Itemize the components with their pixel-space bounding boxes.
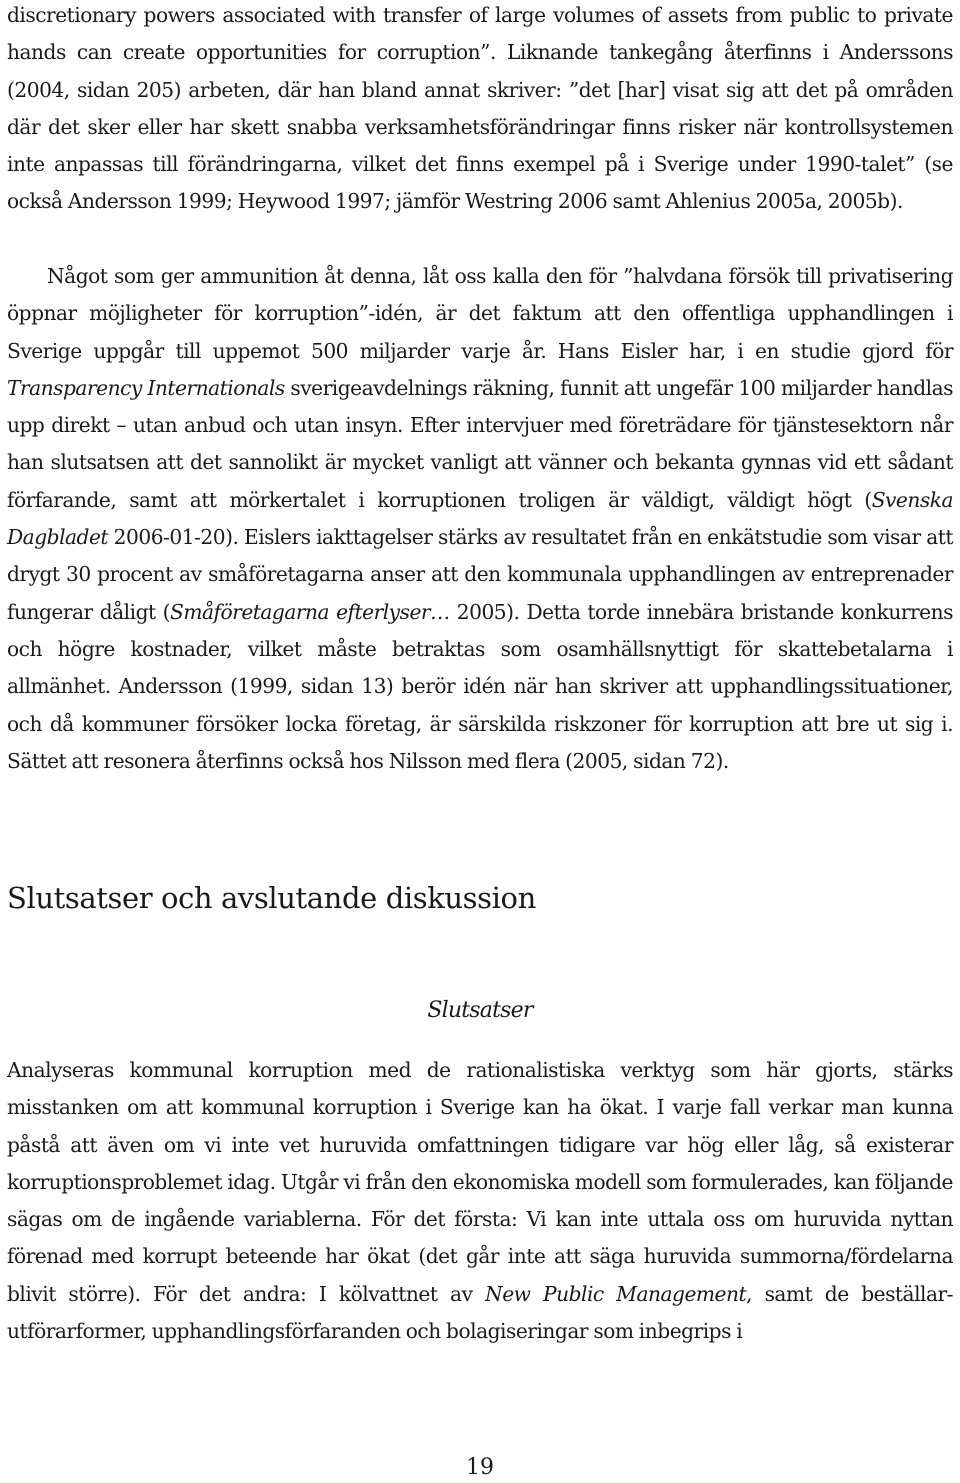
paragraph-2-part-3: 2006-01-20). Eislers iakttagelser stärks av resultatet från en enkätstudie som visar att drygt 30 procent av småföretagarna anser att den kommunala upphandlingen av entreprenader fungerar dåligt (: [7, 525, 953, 624]
paragraph-2-part-1: Något som ger ammunition åt denna, låt oss kalla den för ”halvdana försök till privatisering öppnar möjligheter för korruption”-idén, är det faktum att den offentliga upphandlingen i Sverige uppgår till uppemot 500 miljarder varje år. Hans Eisler har, i en studie gjord för: [7, 264, 953, 363]
paragraph-public-procurement: [7, 258, 953, 780]
section-heading: Slutsatser och avslutande diskussion: [7, 881, 536, 915]
new-public-management-term: New Public Management: [485, 1281, 747, 1306]
paragraph-conclusions: [7, 1052, 953, 1350]
paragraph-2-part-2: sverigeavdelnings räkning, funnit att ungefär 100 miljarder handlas upp direkt – utan anbud och utan insyn. Efter intervjuer med företrädare för tjänstesektorn når han slutsatsen att det sannolikt är mycket vanligt att vänner och bekanta gynnas vid ett sådant förfarande, samt att mörkertalet i korruptionen troligen är väldigt, väldigt högt (: [7, 375, 953, 512]
paragraph-2-part-4: 2005). Detta torde innebära bristande konkurrens och högre kostnader, vilket måste betraktas som osamhällsnyttigt för skattebetalarna i allmänhet. Andersson (1999, sidan 13) berör idén när han skriver att upphandlingssituationer, och då kommuner försöker locka företag, är särskilda riskzoner för korruption att bre ut sig i. Sättet att resonera återfinns också hos Nilsson med flera (2005, sidan 72).: [7, 599, 953, 773]
paragraph-3-part-1: Analyseras kommunal korruption med de rationalistiska verktyg som här gjorts, stärks misstanken om att kommunal korruption i Sverige kan ha ökat. I varje fall verkar man kunna påstå att även om vi inte vet huruvida omfattningen tidigare var hög eller låg, så existerar korruptionsproblemet idag. Utgår vi från den ekonomiska modell som formulerades, kan följande sägas om de ingående variablerna. För det första: Vi kan inte uttala oss om huruvida nyttan förenad med korrupt beteende har ökat (det går inte att säga huruvida summorna/fördelarna blivit större). För det andra: I kölvattnet av: [7, 1058, 953, 1306]
sub-heading: Slutsatser: [427, 998, 533, 1023]
paragraph-corruption-transfer: [7, 0, 953, 221]
paragraph-3-part-2: , samt de beställar-utförarformer, upphandlingsförfaranden och bolagiseringar som inbegrips i: [7, 1281, 953, 1344]
paragraph-1-text: discretionary powers associated with transfer of large volumes of assets from public to private hands can create opportunities for corruption”. Liknande tankegång återfinns i Anderssons (2004, sidan 205) arbeten, där han bland annat skriver: ”det [har] visat sig att det på områden där det sker eller har skett snabba verksamhetsförändringar finns risker när kontrollsystemen inte anpassas till förändringarna, vilket det finns exempel på i Sverige under 1990-talet” (se också Andersson 1999; Heywood 1997; jämför Westring 2006 samt Ahlenius 2005a, 2005b).: [7, 3, 953, 214]
page-number: 19: [466, 1455, 494, 1480]
smaforetagarna-citation: Småföretagarna efterlyser…: [170, 599, 450, 624]
transparency-internationals-citation: Transparency Internationals: [7, 375, 285, 400]
svenska-dagbladet-citation: Svenska Dagbladet: [7, 487, 953, 550]
